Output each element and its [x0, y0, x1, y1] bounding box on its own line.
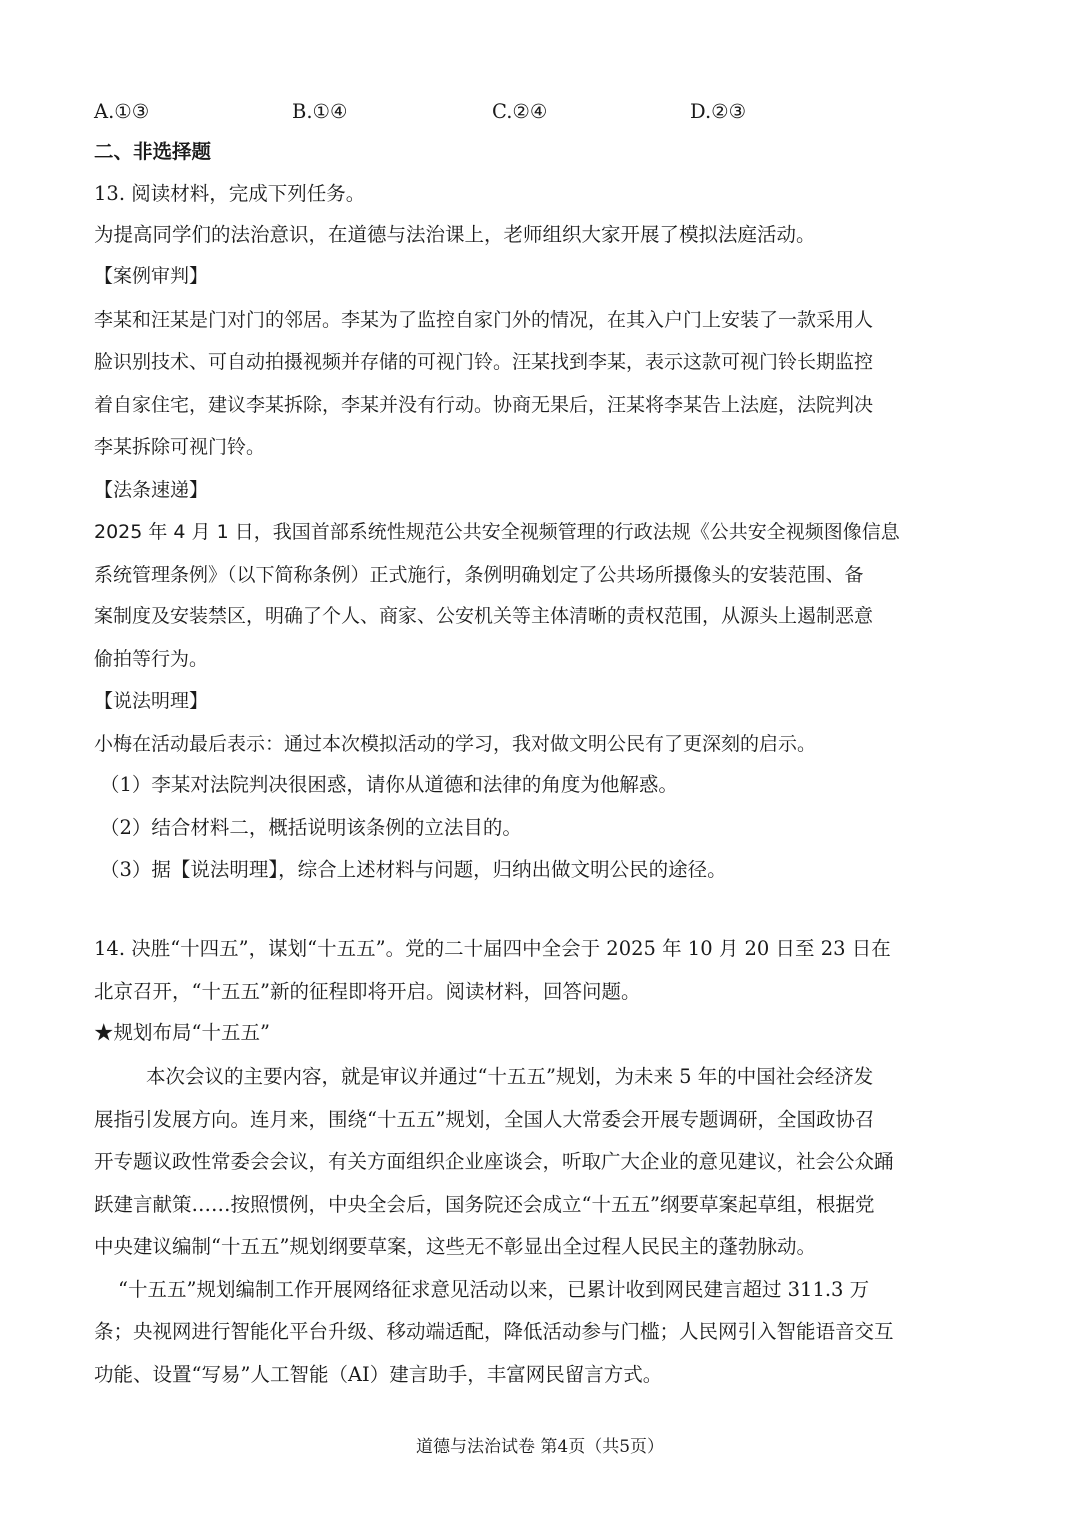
law-line: 2025 年 4 月 1 日，我国首部系统性规范公共安全视频管理的行政法规《公共安全视频图像信息 — [94, 521, 900, 543]
law-line: 偷拍等行为。 — [94, 648, 209, 670]
q14-para1-line: 展指引发展方向。连月来，围绕“十五五”规划，全国人大常委会开展专题调研，全国政协召 — [94, 1108, 875, 1131]
q13-intro: 为提高同学们的法治意识，在道德与法治课上，老师组织大家开展了模拟法庭活动。 — [94, 223, 816, 246]
task-1: （1）李某对法院判决很困惑，请你从道德和法律的角度为他解惑。 — [100, 773, 678, 796]
option-b: B.①④ — [292, 100, 348, 123]
case-heading: 【案例审判】 — [94, 265, 209, 287]
law-line: 案制度及安装禁区，明确了个人、商家、公安机关等主体清晰的责权范围，从源头上遏制恶意 — [94, 605, 874, 627]
q14-para1-line: 本次会议的主要内容，就是审议并通过“十五五”规划，为未来 5 年的中国社会经济发 — [146, 1065, 874, 1088]
case-line: 李某和汪某是门对门的邻居。李某为了监控自家门外的情况，在其入户门上安装了一款采用人 — [94, 309, 874, 331]
law-heading: 【法条速递】 — [94, 479, 209, 501]
option-d: D.②③ — [690, 100, 747, 123]
q14-para1-line: 开专题议政性常委会会议，有关方面组织企业座谈会，听取广大企业的意见建议，社会公众踊 — [94, 1150, 894, 1173]
explain-line: 小梅在活动最后表示：通过本次模拟活动的学习，我对做文明公民有了更深刻的启示。 — [94, 733, 817, 755]
task-3: （3）据【说法明理】，综合上述材料与问题，归纳出做文明公民的途径。 — [100, 858, 727, 881]
section-heading: 二、非选择题 — [94, 140, 212, 163]
task-2: （2）结合材料二，概括说明该条例的立法目的。 — [100, 816, 522, 839]
q14-stem: 14. 决胜“十四五”，谋划“十五五”。党的二十届四中全会于 2025 年 10 月 20 日至 23 日在 — [94, 937, 891, 960]
q14-stem: 北京召开，“十五五”新的征程即将开启。阅读材料，回答问题。 — [94, 980, 641, 1003]
option-a: A.①③ — [94, 100, 150, 123]
option-c: C.②④ — [492, 100, 548, 123]
case-line: 脸识别技术、可自动拍摄视频并存储的可视门铃。汪某找到李某，表示这款可视门铃长期监控 — [94, 351, 874, 373]
q14-para2-line: 功能、设置“写易”人工智能（AI）建言助手，丰富网民留言方式。 — [94, 1363, 663, 1386]
q14-para1-line: 中央建议编制“十五五”规划纲要草案，这些无不彰显出全过程人民民主的蓬勃脉动。 — [94, 1235, 816, 1258]
q13-stem: 13. 阅读材料，完成下列任务。 — [94, 182, 366, 205]
explain-heading: 【说法明理】 — [94, 690, 209, 712]
q14-para2-line: “十五五”规划编制工作开展网络征求意见活动以来，已累计收到网民建言超过 311.3 万 — [118, 1278, 870, 1301]
q14-para2-line: 条；央视网进行智能化平台升级、移动端适配，降低活动参与门槛；人民网引入智能语音交互 — [94, 1320, 894, 1343]
q14-subheading: ★规划布局“十五五” — [94, 1021, 270, 1044]
case-line: 李某拆除可视门铃。 — [94, 436, 266, 458]
law-line: 系统管理条例》（以下简称条例）正式施行，条例明确划定了公共场所摄像头的安装范围、备 — [94, 564, 864, 586]
q14-para1-line: 跃建言献策……按照惯例，中央全会后，国务院还会成立“十五五”纲要草案起草组，根据党 — [94, 1193, 875, 1216]
case-line: 着自家住宅，建议李某拆除，李某并没有行动。协商无果后，汪某将李某告上法庭，法院判决 — [94, 394, 874, 416]
page-footer: 道德与法治试卷 第4页（共5页） — [415, 1437, 665, 1457]
